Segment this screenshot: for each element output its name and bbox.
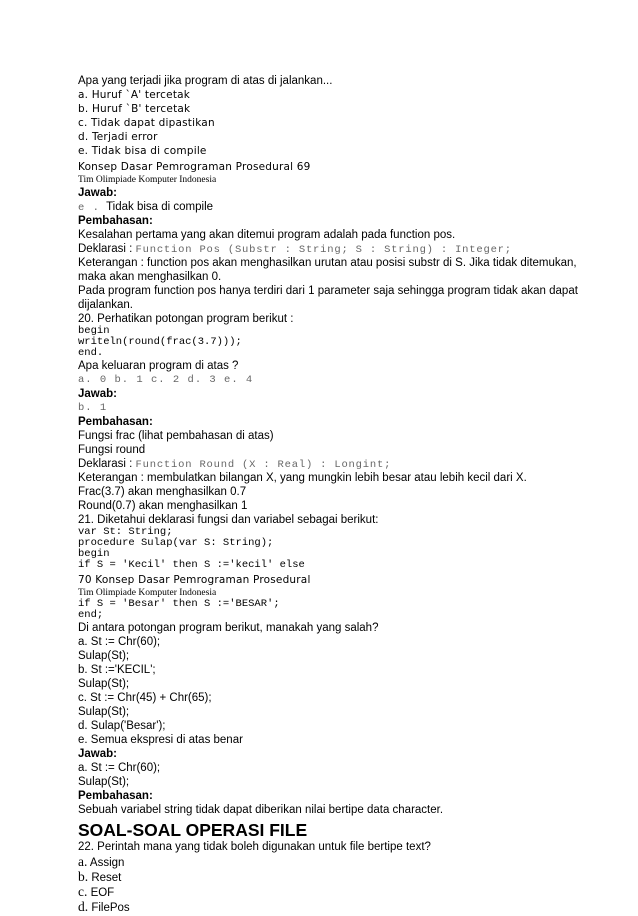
pembahasan-text: Keterangan : membulatkan bilangan X, yang mungkin lebih besar atau lebih kecil dari X. xyxy=(78,472,527,484)
pembahasan-label: Pembahasan: xyxy=(78,215,153,227)
code-line: begin xyxy=(78,325,110,337)
code-line: procedure Sulap(var S: String); xyxy=(78,537,274,549)
option-line: Sulap(St); xyxy=(78,706,130,718)
declaration-label: Deklarasi : xyxy=(78,243,136,255)
option-line xyxy=(78,854,618,869)
option-letter: d. xyxy=(78,899,89,914)
declaration-code: Function Pos (Substr : String; S : String) : Integer; xyxy=(135,244,512,256)
pembahasan-text: Round(0.7) akan menghasilkan 1 xyxy=(78,500,248,512)
option-line: e. Semua ekspresi di atas benar xyxy=(78,734,243,746)
pembahasan-text: Frac(3.7) akan menghasilkan 0.7 xyxy=(78,486,247,498)
code-line: if S = 'Kecil' then S :='kecil' else xyxy=(78,559,305,571)
keterangan-line: dijalankan. xyxy=(78,299,133,311)
jawab-answer: Sulap(St); xyxy=(78,776,130,788)
jawab-answer xyxy=(78,200,618,214)
pembahasan-label: Pembahasan: xyxy=(78,416,153,428)
jawab-label: Jawab: xyxy=(78,187,117,199)
option-letter: b. xyxy=(78,869,89,884)
keterangan-line: Keterangan : function pos akan menghasilkan urutan atau posisi substr di S. Jika tidak ditemukan, xyxy=(78,257,577,269)
pembahasan-text: Fungsi round xyxy=(78,444,146,456)
option-line: Sulap(St); xyxy=(78,650,130,662)
section-heading: SOAL-SOAL OPERASI FILE xyxy=(78,820,308,840)
option-text: Assign xyxy=(87,857,125,869)
option-text: EOF xyxy=(87,887,115,899)
question-19-prompt: Apa yang terjadi jika program di atas di jalankan... xyxy=(78,75,333,87)
running-footer-author: Tim Olimpiade Komputer Indonesia xyxy=(78,175,217,185)
pembahasan-label: Pembahasan: xyxy=(78,790,153,802)
option-line: d. Sulap('Besar'); xyxy=(78,720,166,732)
running-footer-author: Tim Olimpiade Komputer Indonesia xyxy=(78,588,217,598)
option-line: c. St := Chr(45) + Chr(65); xyxy=(78,692,212,704)
jawab-answer: b. 1 xyxy=(78,402,108,414)
pembahasan-text: Kesalahan pertama yang akan ditemui program adalah pada function pos. xyxy=(78,229,456,241)
running-footer-title: 70 Konsep Dasar Pemrograman Prosedural xyxy=(78,574,311,586)
code-line: writeln(round(frac(3.7))); xyxy=(78,336,242,348)
option-line xyxy=(78,884,618,899)
option-a: a. Huruf `A' tercetak xyxy=(78,89,191,101)
jawab-text: Tidak bisa di compile xyxy=(99,201,214,213)
option-text: Reset xyxy=(88,872,122,884)
jawab-letter: e . xyxy=(78,202,100,214)
question-20-ask: Apa keluaran program di atas ? xyxy=(78,360,239,372)
option-line: Sulap(St); xyxy=(78,678,130,690)
pembahasan-text: Fungsi frac (lihat pembahasan di atas) xyxy=(78,430,274,442)
keterangan-line: Pada program function pos hanya terdiri dari 1 parameter saja sehingga program tidak akan dapat xyxy=(78,285,578,297)
declaration-line xyxy=(78,242,618,256)
running-footer-title: Konsep Dasar Pemrograman Prosedural 69 xyxy=(78,161,311,173)
option-line xyxy=(78,899,618,914)
jawab-answer: a. St := Chr(60); xyxy=(78,762,161,774)
option-letter: c. xyxy=(78,884,88,899)
option-c: c. Tidak dapat dipastikan xyxy=(78,117,215,129)
option-line xyxy=(78,869,618,884)
code-line: begin xyxy=(78,548,110,560)
option-e: e. Tidak bisa di compile xyxy=(78,145,207,157)
question-20: 20. Perhatikan potongan program berikut : xyxy=(78,313,294,325)
code-line: end. xyxy=(78,347,104,359)
option-letter: a. xyxy=(78,854,88,869)
option-b: b. Huruf `B' tercetak xyxy=(78,103,191,115)
declaration-label: Deklarasi : xyxy=(78,458,136,470)
option-d: d. Terjadi error xyxy=(78,131,158,143)
code-line: end; xyxy=(78,609,104,621)
keterangan-line: maka akan menghasilkan 0. xyxy=(78,271,222,283)
declaration-code: Function Round (X : Real) : Longint; xyxy=(135,459,392,471)
question-20-options: a. 0 b. 1 c. 2 d. 3 e. 4 xyxy=(78,374,254,386)
question-21-ask: Di antara potongan program berikut, manakah yang salah? xyxy=(78,622,379,634)
jawab-label: Jawab: xyxy=(78,748,117,760)
pembahasan-text: Sebuah variabel string tidak dapat diberikan nilai bertipe data character. xyxy=(78,804,444,816)
question-21: 21. Diketahui deklarasi fungsi dan variabel sebagai berikut: xyxy=(78,514,379,526)
document-page xyxy=(78,74,618,914)
declaration-line xyxy=(78,457,618,471)
option-line: b. St :='KECIL'; xyxy=(78,664,156,676)
jawab-label: Jawab: xyxy=(78,388,117,400)
code-line: var St: String; xyxy=(78,526,173,538)
question-22: 22. Perintah mana yang tidak boleh digunakan untuk file bertipe text? xyxy=(78,841,431,853)
option-text: FilePos xyxy=(88,902,130,914)
code-line: if S = 'Besar' then S :='BESAR'; xyxy=(78,598,280,610)
option-line: a. St := Chr(60); xyxy=(78,636,161,648)
